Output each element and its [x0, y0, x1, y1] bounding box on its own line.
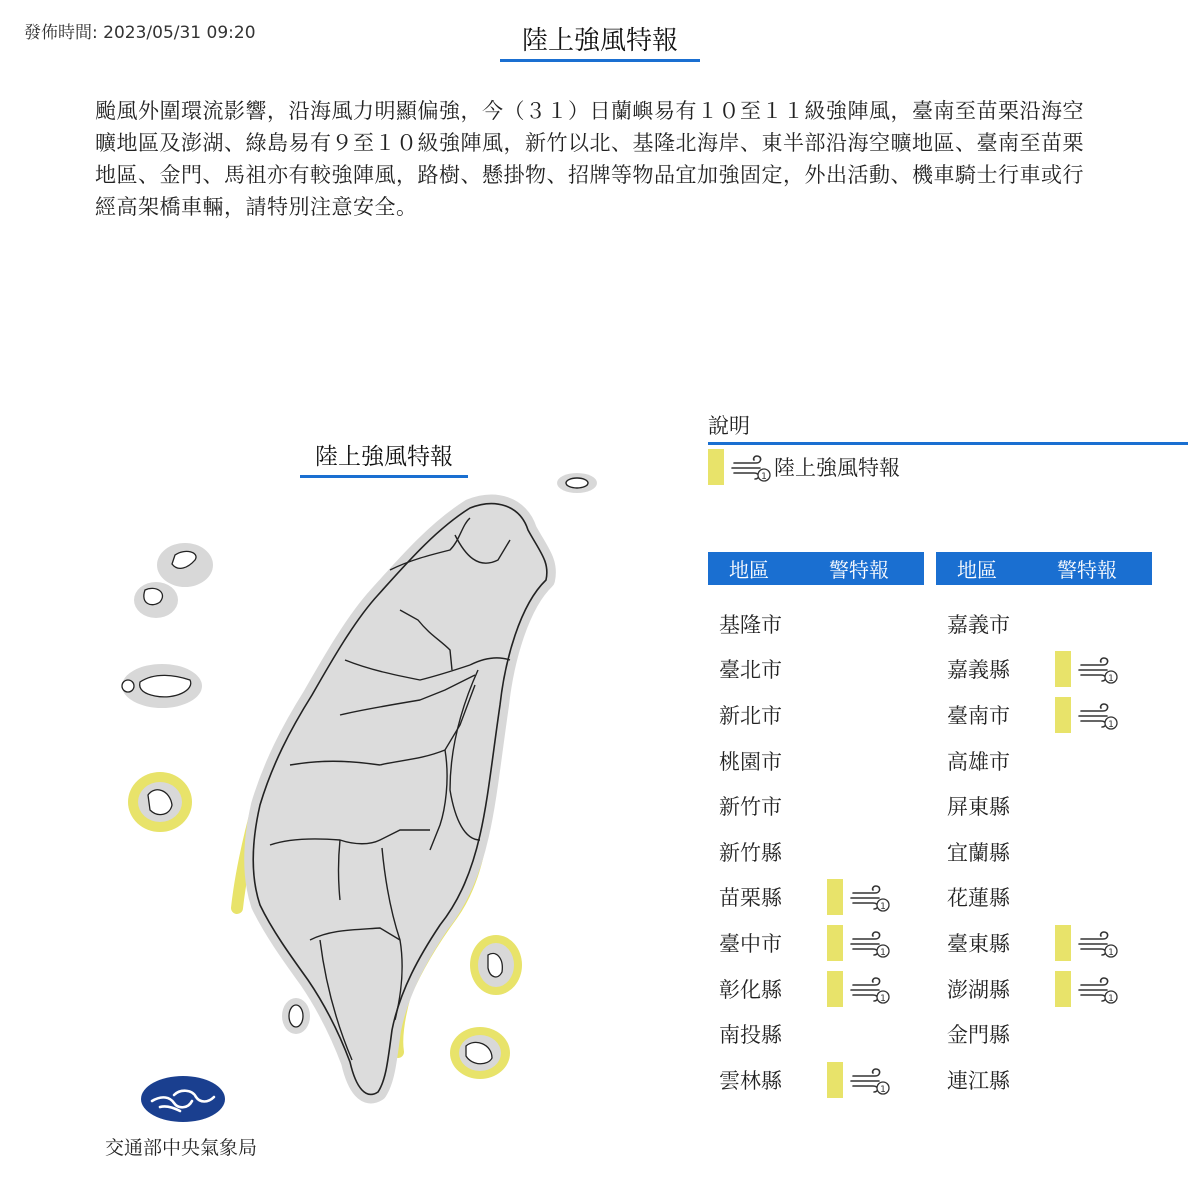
region-name: 高雄市: [947, 749, 1010, 774]
svg-text:1: 1: [1108, 947, 1114, 958]
region-list-left: [708, 601, 924, 1103]
region-name: 花蓮縣: [947, 886, 1010, 911]
region-row: [708, 738, 924, 784]
region-row: [936, 875, 1152, 921]
region-row: [936, 1011, 1152, 1057]
region-name: 新竹縣: [719, 840, 782, 865]
region-name: 彰化縣: [719, 977, 782, 1002]
region-row: [936, 783, 1152, 829]
legend-item: [708, 449, 900, 485]
bulletin-text: 颱風外圍環流影響，沿海風力明顯偏強，今（３１）日蘭嶼易有１０至１１級強陣風，臺南至苗栗沿海空曠地區及澎湖、綠島易有９至１０級強陣風，新竹以北、基隆北海岸、東半部沿海空曠地區、臺南至苗栗地區、金門、馬祖亦有較強陣風，路樹、懸掛物、招牌等物品宜加強固定，外出活動、機車騎士行車或行經高架橋車輛，請特別注意安全。: [95, 99, 1084, 219]
warning-indicator: [827, 925, 891, 961]
warning-color-swatch: [1055, 925, 1071, 961]
table-header-left: [708, 552, 924, 585]
region-name: 基隆市: [719, 612, 782, 637]
region-name: 嘉義縣: [947, 658, 1010, 683]
svg-text:1: 1: [761, 472, 767, 482]
strong-wind-icon: [730, 452, 772, 482]
strong-wind-icon: [849, 882, 891, 912]
warning-color-swatch: [827, 879, 843, 915]
strong-wind-icon: [1077, 654, 1119, 684]
region-row: [936, 1057, 1152, 1103]
svg-text:1: 1: [1108, 719, 1114, 730]
svg-text:1: 1: [880, 947, 886, 958]
region-name: 臺東縣: [947, 931, 1010, 956]
region-list-right: [936, 601, 1152, 1103]
region-name: 嘉義市: [947, 612, 1010, 637]
strong-wind-icon: [1077, 974, 1119, 1004]
organization-name: 交通部中央氣象局: [105, 1137, 258, 1159]
svg-text:1: 1: [880, 1084, 886, 1095]
region-row: [708, 1057, 924, 1103]
strong-wind-icon: [849, 974, 891, 1004]
region-row: [936, 966, 1152, 1012]
region-name: 宜蘭縣: [947, 840, 1010, 865]
region-row: [936, 601, 1152, 647]
region-name: 臺南市: [947, 703, 1010, 728]
region-name: 屏東縣: [947, 795, 1010, 820]
svg-text:1: 1: [1108, 993, 1114, 1004]
region-name: 新北市: [719, 703, 782, 728]
region-name: 桃園市: [719, 749, 782, 774]
warning-indicator: [1055, 697, 1119, 733]
region-name: 臺北市: [719, 658, 782, 683]
svg-text:1: 1: [1108, 674, 1114, 685]
region-name: 新竹市: [719, 795, 782, 820]
region-row: [936, 738, 1152, 784]
column-warning: 警特報: [1057, 558, 1117, 582]
column-region: 地區: [729, 558, 769, 582]
warning-color-swatch: [1055, 651, 1071, 687]
warning-color-swatch: [827, 925, 843, 961]
region-row: [708, 692, 924, 738]
warning-color-swatch: [827, 1062, 843, 1098]
legend-label: 陸上強風特報: [774, 456, 900, 480]
warning-indicator: [1055, 971, 1119, 1007]
warning-indicator: [827, 879, 891, 915]
region-name: 金門縣: [947, 1023, 1010, 1048]
region-name: 臺中市: [719, 931, 782, 956]
page-title: 陸上強風特報: [500, 20, 700, 62]
region-row: [708, 647, 924, 693]
table-header-right: [936, 552, 1152, 585]
region-row: [936, 920, 1152, 966]
warning-indicator: [1055, 925, 1119, 961]
region-name: 雲林縣: [719, 1068, 782, 1093]
region-row: [708, 1011, 924, 1057]
warning-indicator: [827, 971, 891, 1007]
column-region: 地區: [957, 558, 997, 582]
legend-color-swatch: [708, 449, 724, 485]
region-name: 苗栗縣: [719, 886, 782, 911]
strong-wind-icon: [849, 928, 891, 958]
svg-text:1: 1: [880, 902, 886, 913]
strong-wind-icon: [1077, 700, 1119, 730]
cwb-logo-icon: [140, 1075, 226, 1123]
warning-color-swatch: [1055, 697, 1071, 733]
region-row: [708, 601, 924, 647]
warning-color-swatch: [1055, 971, 1071, 1007]
region-name: 連江縣: [947, 1068, 1010, 1093]
strong-wind-icon: [849, 1065, 891, 1095]
region-row: [708, 829, 924, 875]
warning-color-swatch: [827, 971, 843, 1007]
svg-text:1: 1: [880, 993, 886, 1004]
taiwan-warning-map: [100, 460, 620, 1120]
legend-heading: 說明: [708, 410, 1188, 445]
region-row: [708, 920, 924, 966]
region-row: [708, 875, 924, 921]
publish-time: 發佈時間: 2023/05/31 09:20: [24, 23, 256, 43]
region-row: [708, 783, 924, 829]
map-title: 陸上強風特報: [300, 438, 468, 478]
warning-indicator: [827, 1062, 891, 1098]
region-row: [936, 829, 1152, 875]
region-name: 澎湖縣: [947, 977, 1010, 1002]
region-row: [708, 966, 924, 1012]
strong-wind-icon: [1077, 928, 1119, 958]
warning-indicator: [1055, 651, 1119, 687]
region-name: 南投縣: [719, 1023, 782, 1048]
region-row: [936, 647, 1152, 693]
region-row: [936, 692, 1152, 738]
column-warning: 警特報: [829, 558, 889, 582]
